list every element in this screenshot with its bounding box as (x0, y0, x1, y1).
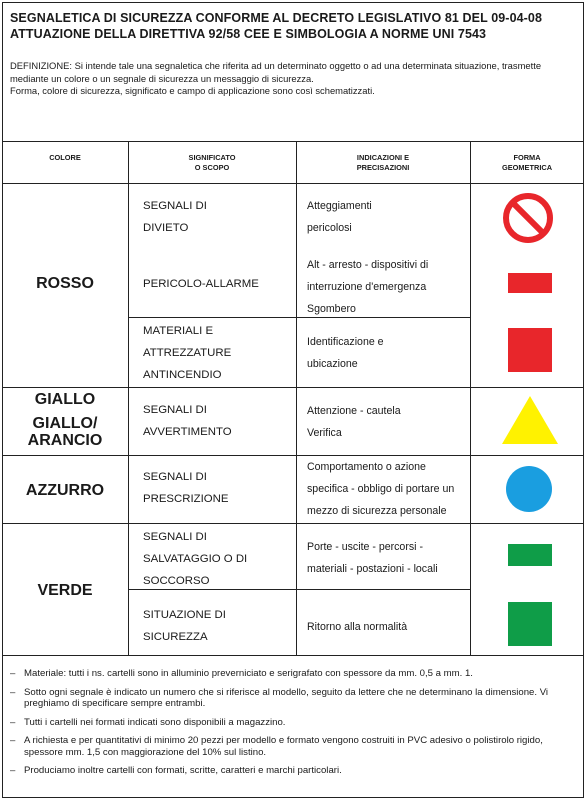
row-pericolo-indicazioni: Alt - arresto - dispositivi di interruzione d'emergenza Sgombero (307, 259, 429, 315)
row-sicurezza-significato: SITUAZIONE DI SICUREZZA (143, 609, 226, 643)
table-bottom-border (2, 655, 584, 656)
header-bottom-border (2, 183, 584, 184)
col-divider-2 (296, 141, 297, 655)
header-significato: SIGNIFICATO O SCOPO (188, 153, 236, 172)
note-item: – Sotto ogni segnale è indicato un numero che si riferisce al modello, seguito da lettere che ne determinano la dimensione. Vi preghiamo di specificare sempre entrambi. (10, 687, 576, 710)
note-item: – A richiesta e per quantitativi di minimo 20 pezzi per modello e formato vengono costruiti in PVC adesivo o polistirolo rigido, spessore mm. 1,5 con maggiorazione del 10% sul listino. (10, 735, 576, 758)
giallo-bottom-border (2, 455, 584, 456)
note-item: – Tutti i cartelli nei formati indicati sono disponibili a magazzino. (10, 717, 576, 729)
row-prescrizione-significato: SEGNALI DI PRESCRIZIONE (143, 471, 229, 505)
col-divider-1 (128, 141, 129, 655)
title-line-2: ATTUAZIONE DELLA DIRETTIVA 92/58 CEE E SIMBOLOGIA A NORME UNI 7543 (10, 27, 487, 41)
yellow-triangle-shape (500, 394, 560, 446)
table-top-border (2, 141, 584, 142)
row-divieto-indicazioni: Atteggiamenti pericolosi (307, 200, 372, 234)
color-verde: VERDE (37, 582, 93, 599)
color-giallo: GIALLO (34, 391, 96, 408)
row-salvataggio-indicazioni: Porte - uscite - percorsi - materiali - postazioni - locali (307, 541, 438, 575)
row-antincendio-indicazioni: Identificazione e ubicazione (307, 336, 384, 370)
header-forma: FORMA GEOMETRICA (501, 153, 553, 172)
header-indicazioni: INDICAZIONI E PRECISAZIONI (356, 153, 410, 172)
definition-paragraph: DEFINIZIONE: Si intende tale una segnaletica che riferita ad un determinato oggetto o ad una determinata situazione, trasmette mediante un colore o un segnale di sicurezza un messaggio di sicurezza. (10, 60, 542, 84)
green-square-shape (508, 602, 552, 646)
green-rectangle-shape (508, 544, 552, 566)
header-colore: COLORE (49, 153, 81, 162)
row-antincendio-significato: MATERIALI E ATTREZZATURE ANTINCENDIO (143, 325, 232, 381)
note-item: – Produciamo inoltre cartelli con formati, scritte, caratteri e marchi particolari. (10, 765, 576, 777)
yellow-triangle-fill (502, 396, 558, 444)
red-square-shape (508, 328, 552, 372)
blue-circle-shape (505, 465, 553, 513)
row-sicurezza-indicazioni: Ritorno alla normalità (307, 621, 408, 633)
definition-text (10, 60, 576, 98)
red-rectangle-shape (508, 273, 552, 293)
blue-circle-fill (506, 466, 552, 512)
row-pericolo-significato: PERICOLO-ALLARME (143, 278, 259, 290)
row-avvertimento-significato: SEGNALI DI AVVERTIMENTO (143, 404, 232, 438)
azzurro-bottom-border (2, 523, 584, 524)
row-salvataggio-significato: SEGNALI DI SALVATAGGIO O DI SOCCORSO (143, 531, 248, 587)
notes-list (10, 668, 576, 784)
color-azzurro: AZZURRO (25, 482, 105, 499)
page-title (10, 10, 580, 42)
prohibition-sign-icon (501, 191, 555, 245)
col-divider-3 (470, 141, 471, 655)
color-giallo-arancio: GIALLO/ ARANCIO (27, 415, 103, 449)
note-item: – Materiale: tutti i ns. cartelli sono in alluminio preverniciato e serigrafato con spessore da mm. 0,5 a mm. 1. (10, 668, 576, 680)
row-avvertimento-indicazioni: Attenzione - cautela Verifica (307, 405, 401, 439)
row-divieto-significato: SEGNALI DI DIVIETO (143, 200, 207, 234)
color-rosso: ROSSO (36, 275, 94, 292)
rosso-bottom-border (2, 387, 584, 388)
row-prescrizione-indicazioni: Comportamento o azione specifica - obbligo di portare un mezzo di sicurezza personale (307, 461, 455, 517)
title-line-1: SEGNALETICA DI SICUREZZA CONFORME AL DECRETO LEGISLATIVO 81 DEL 09-04-08 (10, 11, 543, 25)
definition-paragraph-2: Forma, colore di sicurezza, significato e campo di applicazione sono così schematizzati. (10, 85, 375, 97)
